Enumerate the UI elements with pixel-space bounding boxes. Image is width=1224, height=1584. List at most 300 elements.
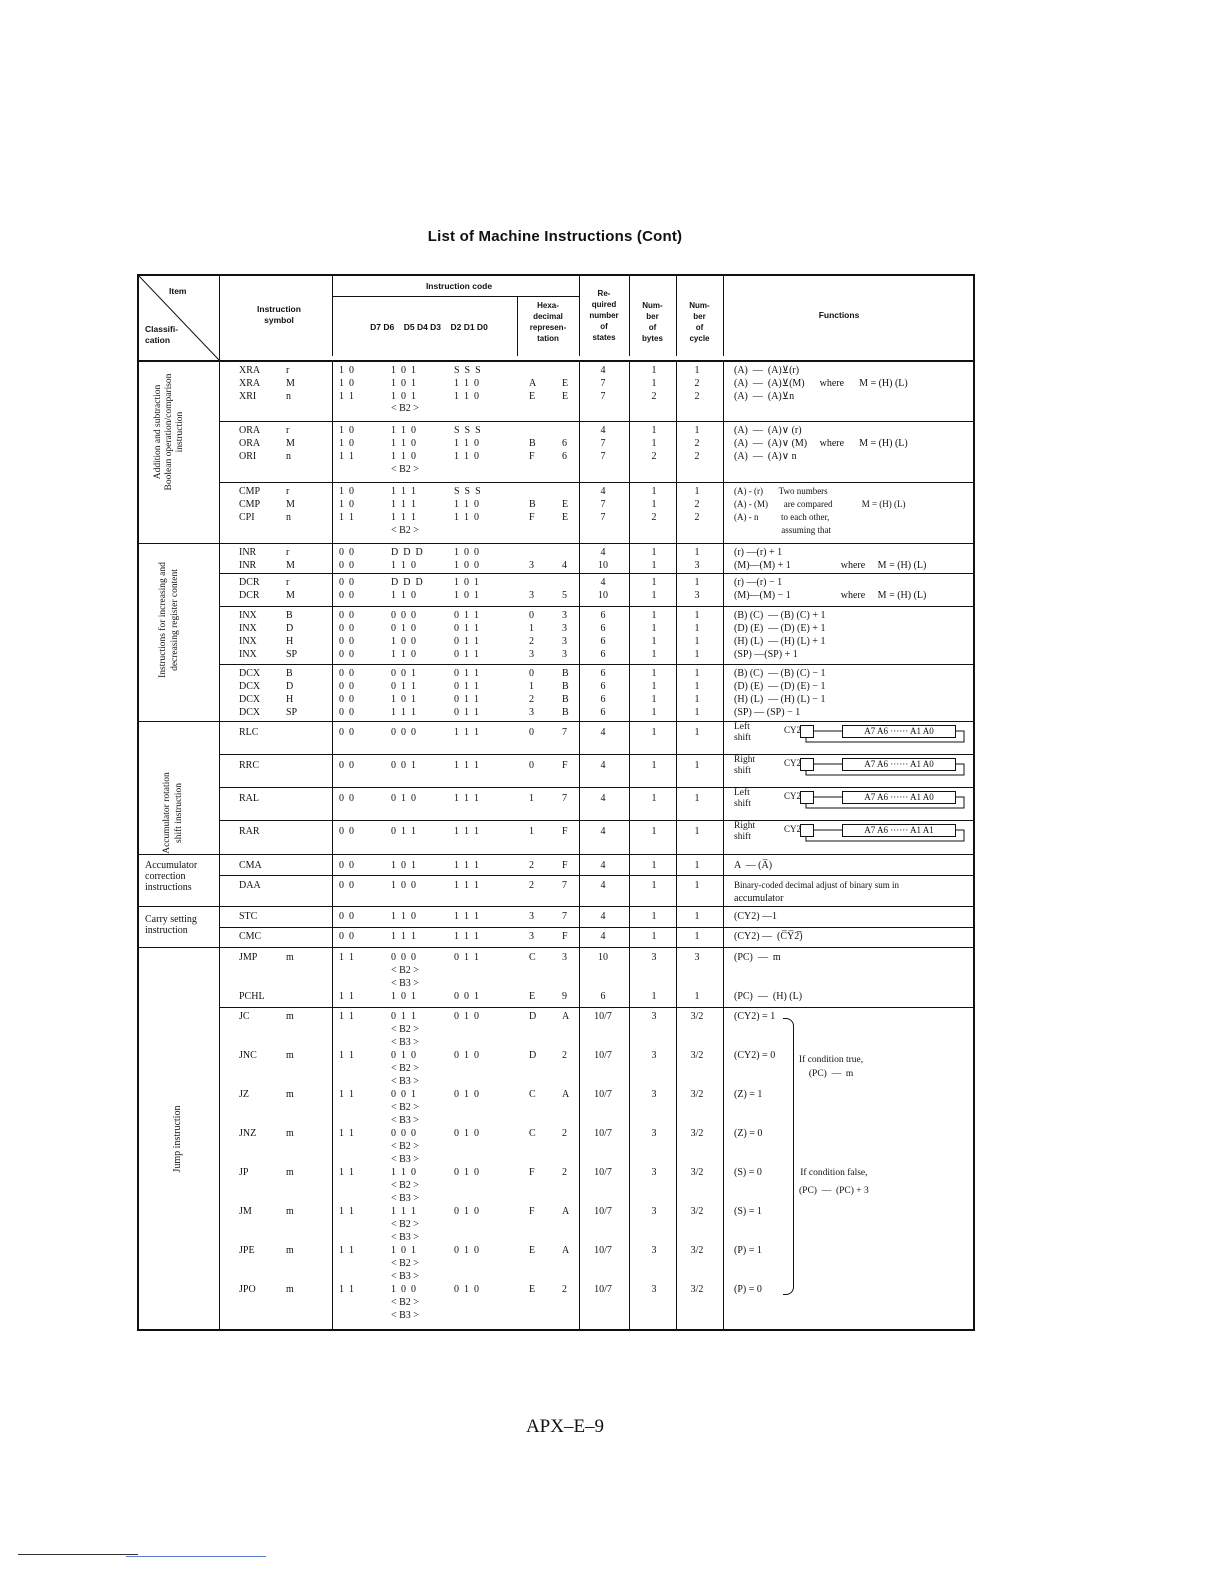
cell-st: 4 — [600, 727, 606, 738]
row-rule — [219, 927, 975, 928]
cell-b2: 1 1 0 — [391, 451, 416, 462]
cell-op: r — [286, 547, 290, 558]
cell-by: 1 — [651, 760, 657, 771]
cell-b3: 1 1 1 — [454, 911, 479, 922]
cell-fn: Left shift — [734, 722, 751, 743]
table-row — [139, 635, 977, 648]
condition-brace-top — [783, 1018, 794, 1179]
cell-by: 1 — [651, 668, 657, 679]
cell-b3: 0 1 0 — [454, 1011, 479, 1022]
cell-b1: 0 0 — [339, 610, 354, 621]
cell-h1: F — [529, 1167, 535, 1178]
cell-b1: 1 1 — [339, 1167, 354, 1178]
cell-h1: 0 — [529, 760, 534, 771]
cell-b2: 0 1 1 — [391, 826, 416, 837]
cell-sym: INX — [239, 610, 257, 621]
table-row — [139, 910, 977, 923]
cell-fn: (B) (C) — (B) (C) − 1 — [734, 668, 826, 679]
cell-sym: RLC — [239, 727, 259, 738]
cell-b1: 1 1 — [339, 1245, 354, 1256]
b2-marker — [139, 1296, 977, 1309]
cell-h2: 2 — [562, 1050, 567, 1061]
cell-by: 1 — [651, 880, 657, 891]
cell-sym: INR — [239, 560, 257, 571]
cell-b3: 1 1 0 — [454, 378, 479, 389]
cell-op: M — [286, 438, 295, 449]
cell-by: 1 — [651, 547, 657, 558]
header-classification: Classifi- cation — [145, 324, 179, 345]
shift-diagram — [734, 724, 970, 742]
cell-h1: F — [529, 1206, 535, 1217]
cell-sym: DCX — [239, 707, 261, 718]
shift-arrows — [734, 757, 970, 777]
cell-h2: 6 — [562, 438, 567, 449]
cy2-label: CY2 — [784, 725, 802, 735]
cell-b3: 0 1 0 — [454, 1128, 479, 1139]
b2-marker-text: < B2 > — [391, 1141, 419, 1152]
cell-b1: 1 1 — [339, 952, 354, 963]
cell-by: 3 — [651, 1089, 657, 1100]
cell-cy: 1 — [694, 793, 700, 804]
cell-b1: 1 0 — [339, 438, 354, 449]
cell-st: 6 — [600, 681, 606, 692]
cell-h1: 2 — [529, 860, 534, 871]
row-rule — [219, 421, 975, 422]
cell-b2: 0 0 1 — [391, 760, 416, 771]
cell-by: 2 — [651, 391, 657, 402]
cell-b3: 0 1 1 — [454, 610, 479, 621]
cell-by: 2 — [651, 512, 657, 523]
cell-b1: 0 0 — [339, 547, 354, 558]
cell-st: 4 — [600, 425, 606, 436]
cell-h2: 2 — [562, 1284, 567, 1295]
cell-b2: 1 0 1 — [391, 860, 416, 871]
cell-b2: < B2 > — [391, 525, 419, 536]
cell-st: 7 — [600, 512, 606, 523]
b2-marker — [139, 964, 977, 977]
cell-b2: 0 1 1 — [391, 681, 416, 692]
cell-fn: (CY2) — (C̅Y̅2̅) — [734, 931, 803, 942]
header-bits: D7 D6 D5 D4 D3 D2 D1 D0 — [370, 322, 488, 332]
b3-marker-text: < B3 > — [391, 1115, 419, 1126]
table-row — [139, 1244, 977, 1257]
cell-sym: INX — [239, 623, 257, 634]
cell-b2: 0 1 0 — [391, 623, 416, 634]
cell-sym: RAR — [239, 826, 260, 837]
cell-h2: 2 — [562, 1128, 567, 1139]
cell-h2: E — [562, 512, 569, 523]
cell-fn: (A) - (r) Two numbers — [734, 486, 828, 496]
row-rule — [219, 875, 975, 876]
cell-b1: 1 1 — [339, 451, 354, 462]
cell-b2: 1 0 0 — [391, 1284, 416, 1295]
cell-h2: E — [562, 391, 569, 402]
shift-arrows — [734, 823, 970, 843]
cell-h1: E — [529, 391, 536, 402]
cell-st: 4 — [600, 931, 606, 942]
cell-by: 1 — [651, 694, 657, 705]
cell-h2: 7 — [562, 880, 567, 891]
cell-op: D — [286, 623, 294, 634]
b3-marker — [139, 977, 977, 990]
cell-fn: (M)—(M) + 1 where M = (H) (L) — [734, 560, 927, 571]
cell-b2: 0 0 0 — [391, 727, 416, 738]
b2-marker-text: < B2 > — [391, 1024, 419, 1035]
cell-op: r — [286, 365, 290, 376]
cell-op: H — [286, 694, 294, 705]
row-rule — [219, 664, 975, 665]
b3-marker-text: < B3 > — [391, 1310, 419, 1321]
cell-cy: 3 — [694, 560, 700, 571]
cell-b2: 1 0 1 — [391, 1245, 416, 1256]
cell-h1: E — [529, 1245, 536, 1256]
cell-b1: 0 0 — [339, 681, 354, 692]
row-rule — [139, 543, 975, 544]
cell-h2: F — [562, 931, 568, 942]
cell-b2: 1 0 1 — [391, 378, 416, 389]
cell-cy: 3/2 — [690, 1128, 704, 1139]
cell-op: m — [286, 1128, 294, 1139]
table-row — [139, 524, 977, 537]
cell-h1: D — [529, 1050, 537, 1061]
cell-b2: 1 0 1 — [391, 365, 416, 376]
cell-sym: JZ — [239, 1089, 249, 1100]
cell-cy: 3/2 — [690, 1284, 704, 1295]
cell-h2: B — [562, 694, 569, 705]
cell-cy: 1 — [694, 636, 700, 647]
cell-cy: 1 — [694, 623, 700, 634]
cell-fn: Right shift — [734, 755, 756, 776]
cell-by: 3 — [651, 1011, 657, 1022]
cell-b3: 0 1 0 — [454, 1050, 479, 1061]
b3-marker — [139, 1270, 977, 1283]
cell-h2: 3 — [562, 610, 567, 621]
cell-by: 1 — [651, 365, 657, 376]
cell-h1: 3 — [529, 911, 534, 922]
cell-cy: 1 — [694, 991, 700, 1002]
cell-cy: 2 — [694, 378, 700, 389]
cell-cy: 1 — [694, 649, 700, 660]
cell-b3: 0 1 0 — [454, 1206, 479, 1217]
cell-b3: 1 1 1 — [454, 727, 479, 738]
cell-b1: 0 0 — [339, 668, 354, 679]
cell-fn: (P) = 1 — [734, 1245, 762, 1256]
cell-h2: 7 — [562, 793, 567, 804]
cell-sym: CPI — [239, 512, 255, 523]
cell-b3: 0 1 0 — [454, 1245, 479, 1256]
cell-b2: 0 0 1 — [391, 668, 416, 679]
cell-st: 4 — [600, 860, 606, 871]
cell-fn: (A) — (A)⊻(M) where M = (H) (L) — [734, 378, 908, 389]
cell-fn: (B) (C) — (B) (C) + 1 — [734, 610, 826, 621]
page-title: List of Machine Instructions (Cont) — [427, 228, 683, 245]
cell-op: m — [286, 1284, 294, 1295]
cell-h2: B — [562, 681, 569, 692]
cell-fn: (A) — (A)∨ n — [734, 451, 797, 462]
cell-op: H — [286, 636, 294, 647]
shift-diagram — [734, 790, 970, 808]
cell-h1: C — [529, 1089, 536, 1100]
cell-h1: 1 — [529, 623, 534, 634]
cell-b3: 0 1 1 — [454, 707, 479, 718]
cell-h1: 3 — [529, 931, 534, 942]
row-rule — [139, 906, 975, 907]
cell-sym: STC — [239, 911, 258, 922]
cell-fn: (A) — (A)∨ (r) — [734, 425, 802, 436]
table-row — [139, 680, 977, 693]
cell-b1: 0 0 — [339, 760, 354, 771]
cell-b1: 0 0 — [339, 826, 354, 837]
cell-h2: B — [562, 668, 569, 679]
cell-st: 6 — [600, 610, 606, 621]
cell-cy: 1 — [694, 707, 700, 718]
cell-op: r — [286, 577, 290, 588]
cell-b2: 0 0 0 — [391, 952, 416, 963]
cell-fn: Right shift — [734, 821, 756, 842]
cell-h2: 7 — [562, 911, 567, 922]
cell-b3: 1 1 0 — [454, 499, 479, 510]
cell-fn: (r) —(r) − 1 — [734, 577, 783, 588]
cell-fn: (H) (L) — (H) (L) + 1 — [734, 636, 826, 647]
cell-st: 6 — [600, 668, 606, 679]
cell-fn: (H) (L) — (H) (L) − 1 — [734, 694, 826, 705]
cell-sym: CMP — [239, 499, 261, 510]
b2-marker — [139, 1101, 977, 1114]
cell-h2: A — [562, 1089, 570, 1100]
b2-marker-text: < B2 > — [391, 1219, 419, 1230]
cell-sym: RRC — [239, 760, 260, 771]
condition-true-note: If condition true, (PC) — m — [799, 1055, 864, 1079]
cell-cy: 1 — [694, 547, 700, 558]
cell-b2: 1 1 0 — [391, 560, 416, 571]
cell-h2: F — [562, 826, 568, 837]
b3-marker — [139, 1036, 977, 1049]
cell-op: M — [286, 590, 295, 601]
cell-sym: XRA — [239, 378, 261, 389]
cell-st: 4 — [600, 793, 606, 804]
b2-marker-text: < B2 > — [391, 1063, 419, 1074]
cell-b2: 1 0 1 — [391, 391, 416, 402]
cell-st: 10/7 — [594, 1011, 612, 1022]
b3-marker — [139, 1114, 977, 1127]
cell-fn: (M)—(M) − 1 where M = (H) (L) — [734, 590, 927, 601]
cell-sym: CMA — [239, 860, 262, 871]
cell-b1: 0 0 — [339, 860, 354, 871]
cell-op: m — [286, 1167, 294, 1178]
cell-b1: 1 0 — [339, 378, 354, 389]
cell-fn: (Z) = 1 — [734, 1089, 763, 1100]
cell-h1: B — [529, 438, 536, 449]
class-acc: Accumulator correction instructions — [145, 860, 198, 893]
cell-b1: 1 1 — [339, 512, 354, 523]
cell-h2: 3 — [562, 952, 567, 963]
cell-fn: (SP) — (SP) − 1 — [734, 707, 801, 718]
cell-cy: 3/2 — [690, 1050, 704, 1061]
table-row — [139, 402, 977, 415]
cell-b1: 1 0 — [339, 499, 354, 510]
table-row — [139, 722, 977, 743]
cy2-label: CY2 — [784, 824, 802, 834]
cell-by: 1 — [651, 560, 657, 571]
b3-marker-text: < B3 > — [391, 1193, 419, 1204]
cell-b2: 1 1 1 — [391, 486, 416, 497]
condition-false-note: If condition false, (PC) — (PC) + 3 — [799, 1168, 869, 1196]
cell-b2: < B2 > — [391, 464, 419, 475]
cell-cy: 3/2 — [690, 1206, 704, 1217]
cell-h1: D — [529, 1011, 537, 1022]
header-code: Instruction code — [425, 281, 493, 291]
cell-b3: 0 1 1 — [454, 681, 479, 692]
cell-h1: 1 — [529, 826, 534, 837]
cell-b3: 1 0 1 — [454, 577, 479, 588]
cell-cy: 1 — [694, 486, 700, 497]
cell-st: 10/7 — [594, 1206, 612, 1217]
cell-b1: 0 0 — [339, 560, 354, 571]
cell-b3: 0 1 1 — [454, 636, 479, 647]
cell-b1: 0 0 — [339, 707, 354, 718]
cell-b1: 1 1 — [339, 391, 354, 402]
cell-b2: 1 1 1 — [391, 499, 416, 510]
cell-sym: XRI — [239, 391, 257, 402]
cell-st: 4 — [600, 486, 606, 497]
cell-cy: 3 — [694, 952, 700, 963]
b2-marker — [139, 1023, 977, 1036]
shift-arrows — [734, 790, 970, 810]
cell-sym: JNC — [239, 1050, 257, 1061]
cell-b2: 1 1 0 — [391, 649, 416, 660]
cell-h2: 5 — [562, 590, 567, 601]
cell-op: m — [286, 1206, 294, 1217]
cell-op: M — [286, 499, 295, 510]
cell-by: 1 — [651, 681, 657, 692]
cell-h2: 2 — [562, 1167, 567, 1178]
cell-b3: 1 0 0 — [454, 547, 479, 558]
b3-marker — [139, 1231, 977, 1244]
cell-by: 1 — [651, 911, 657, 922]
b2-marker-text: < B2 > — [391, 1258, 419, 1269]
cell-by: 3 — [651, 1284, 657, 1295]
cell-b3: S S S — [454, 425, 481, 436]
cell-h1: 2 — [529, 694, 534, 705]
row-rule — [139, 947, 975, 948]
cell-by: 2 — [651, 451, 657, 462]
cell-cy: 1 — [694, 760, 700, 771]
cell-op: n — [286, 391, 291, 402]
cell-op: SP — [286, 707, 298, 718]
table-row — [139, 1127, 977, 1140]
cell-b2: 1 0 1 — [391, 694, 416, 705]
cell-by: 3 — [651, 1050, 657, 1061]
cell-b3: 0 1 1 — [454, 694, 479, 705]
cell-by: 1 — [651, 438, 657, 449]
cell-fn: (D) (E) — (D) (E) − 1 — [734, 681, 826, 692]
table-row — [139, 990, 977, 1003]
cell-b2: 1 1 0 — [391, 425, 416, 436]
cell-b2: 1 0 1 — [391, 991, 416, 1002]
cell-st: 6 — [600, 649, 606, 660]
class-rot: Accumulator rotation shift instruction — [162, 772, 184, 854]
cell-h1: 1 — [529, 793, 534, 804]
cell-st: 10 — [598, 590, 608, 601]
cell-b2: 1 1 0 — [391, 438, 416, 449]
cell-b2: 0 0 0 — [391, 1128, 416, 1139]
cell-by: 1 — [651, 826, 657, 837]
cell-sym: ORI — [239, 451, 257, 462]
cell-b3: 0 1 1 — [454, 649, 479, 660]
cell-sym: DCR — [239, 590, 260, 601]
cell-fn: (SP) —(SP) + 1 — [734, 649, 798, 660]
cell-cy: 1 — [694, 727, 700, 738]
cell-h2: 3 — [562, 649, 567, 660]
cell-fn: (S) = 0 — [734, 1167, 762, 1178]
cell-b2: 0 1 0 — [391, 1050, 416, 1061]
cell-cy: 1 — [694, 610, 700, 621]
cell-sym: DCX — [239, 681, 261, 692]
table-row — [139, 437, 977, 450]
cell-h1: 3 — [529, 590, 534, 601]
cell-sym: RAL — [239, 793, 259, 804]
cell-st: 4 — [600, 547, 606, 558]
cell-b1: 0 0 — [339, 727, 354, 738]
cell-cy: 3/2 — [690, 1245, 704, 1256]
b3-marker — [139, 1309, 977, 1322]
b2-marker-text: < B2 > — [391, 965, 419, 976]
cell-by: 1 — [651, 486, 657, 497]
cell-b2: D D D — [391, 577, 423, 588]
cell-h1: B — [529, 499, 536, 510]
cell-fn: (A) — (A)∨ (M) where M = (H) (L) — [734, 438, 908, 449]
cell-sym: DCX — [239, 694, 261, 705]
condition-brace-bottom — [783, 1176, 794, 1295]
b2-marker — [139, 1140, 977, 1153]
cell-h2: B — [562, 707, 569, 718]
b2-marker-text: < B2 > — [391, 1180, 419, 1191]
cell-b2: 0 0 1 — [391, 1089, 416, 1100]
cell-b1: 0 0 — [339, 623, 354, 634]
cell-b2: 1 1 1 — [391, 707, 416, 718]
cell-b2: 1 1 1 — [391, 512, 416, 523]
header-states: Re- quired number of states — [589, 289, 619, 342]
cell-b3: 1 1 1 — [454, 931, 479, 942]
table-row — [139, 788, 977, 809]
header-symbol: Instruction symbol — [257, 304, 301, 325]
cell-cy: 1 — [694, 826, 700, 837]
accumulator-register: A7 A6 ······ A1 A0 — [842, 725, 956, 738]
cell-op: M — [286, 378, 295, 389]
cell-h1: 1 — [529, 681, 534, 692]
accumulator-register: A7 A6 ······ A1 A0 — [842, 758, 956, 771]
cell-b3: S S S — [454, 486, 481, 497]
shift-diagram — [734, 823, 970, 841]
row-rule — [139, 854, 975, 855]
cell-b1: 0 0 — [339, 590, 354, 601]
table-row — [139, 609, 977, 622]
cell-by: 1 — [651, 860, 657, 871]
cell-sym: CMP — [239, 486, 261, 497]
cell-b1: 1 1 — [339, 1284, 354, 1295]
cell-st: 6 — [600, 991, 606, 1002]
cell-b2: 1 1 1 — [391, 1206, 416, 1217]
daa-continuation — [139, 892, 977, 905]
cell-by: 1 — [651, 727, 657, 738]
cell-b1: 1 1 — [339, 1089, 354, 1100]
cell-b3: 1 0 0 — [454, 560, 479, 571]
class-jump: Jump instruction — [172, 1105, 183, 1173]
footer-rule — [18, 1554, 138, 1555]
cell-op: B — [286, 610, 293, 621]
table-row — [139, 1088, 977, 1101]
cell-st: 7 — [600, 451, 606, 462]
